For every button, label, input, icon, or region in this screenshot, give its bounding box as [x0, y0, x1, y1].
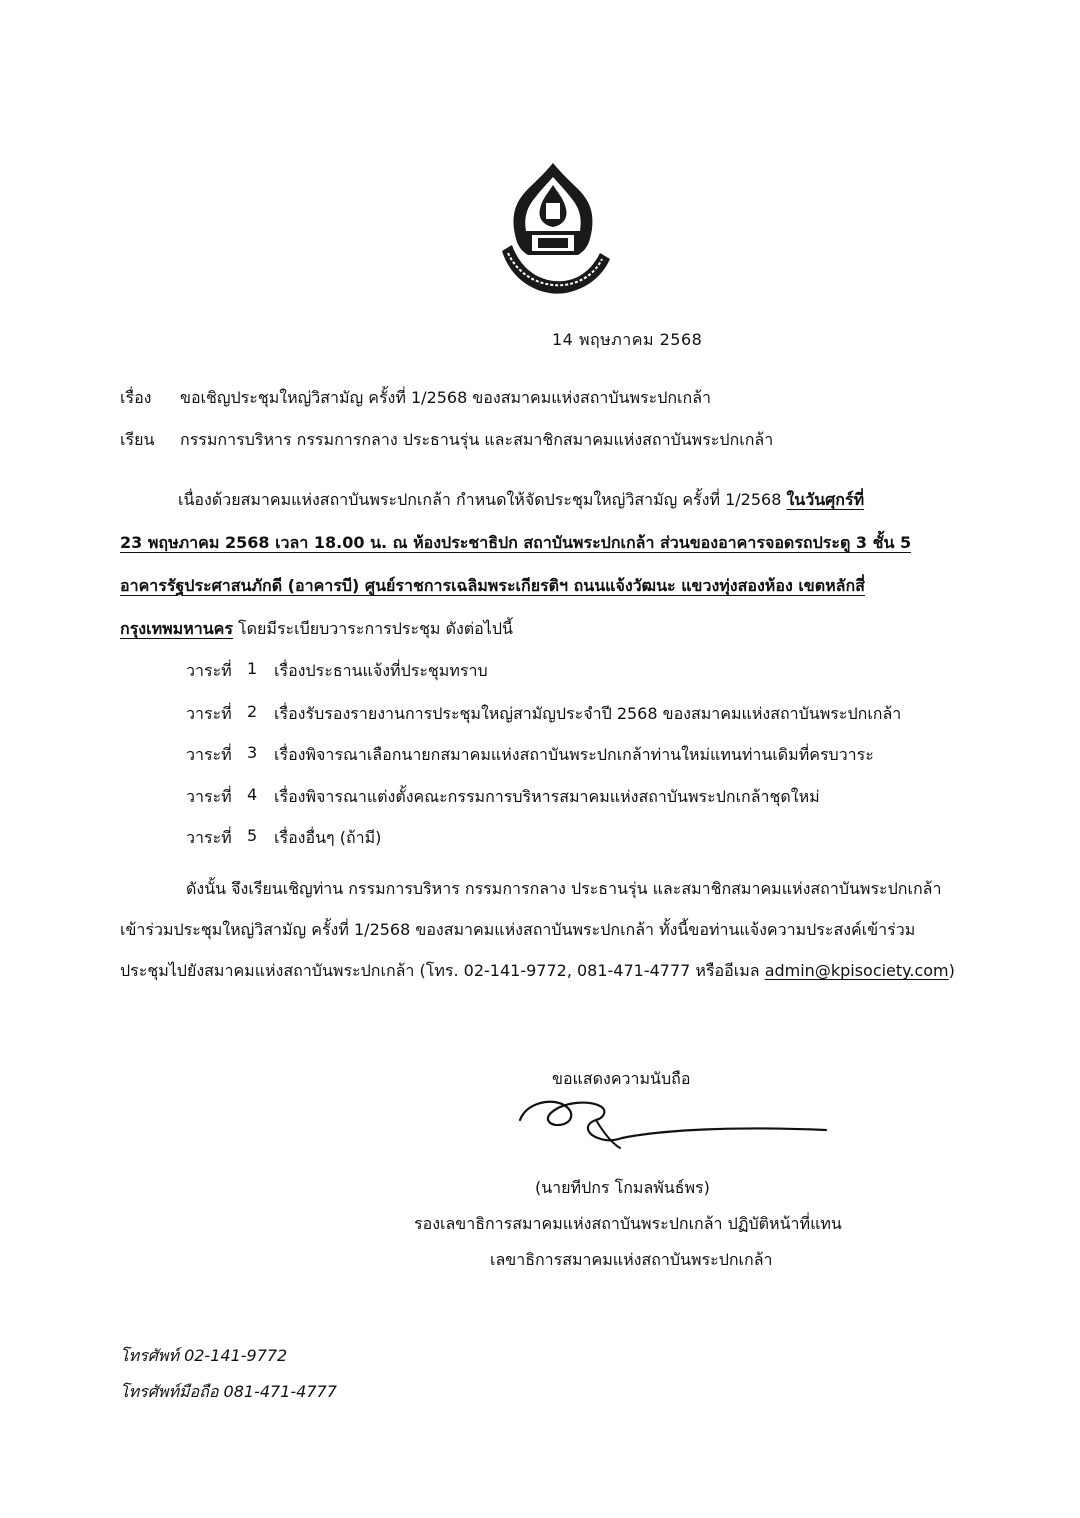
agenda-item-4-text: เรื่องพิจารณาแต่งตั้งคณะกรรมการบริหารสมาคมแห่งสถาบันพระปกเกล้าชุดใหม่: [274, 787, 820, 806]
agenda-item-4-number: 4: [247, 785, 258, 804]
body1-line3: อาคารรัฐประศาสนภักดี (อาคารบี) ศูนย์ราชการเฉลิมพระเกียรติฯ ถนนแจ้งวัฒนะ แขวงทุ่งสองห้อง เขตหลักสี่: [120, 576, 865, 595]
body1-line2: 23 พฤษภาคม 2568 เวลา 18.00 น. ณ ห้องประชาธิปก สถาบันพระปกเกล้า ส่วนของอาคารจอดรถประตู 3 ชั้น 5: [120, 533, 912, 552]
body1-line4-underlined: กรุงเทพมหานคร: [120, 619, 233, 638]
email-link[interactable]: admin@kpisociety.com: [764, 961, 949, 980]
kpi-society-emblem-icon: [488, 155, 618, 305]
agenda-item-1-label: วาระที่: [186, 661, 232, 680]
body1-line1: [178, 488, 864, 513]
signer-position-2: เลขาธิการสมาคมแห่งสถาบันพระปกเกล้า: [490, 1250, 773, 1269]
agenda-item-5-text: เรื่องอื่นๆ (ถ้ามี): [274, 828, 382, 847]
signer-position-1: รองเลขาธิการสมาคมแห่งสถาบันพระปกเกล้า ปฏิบัติหน้าที่แทน: [414, 1214, 842, 1233]
agenda-item-3-text: เรื่องพิจารณาเลือกนายกสมาคมแห่งสถาบันพระปกเกล้าท่านใหม่แทนท่านเดิมที่ครบวาระ: [274, 745, 874, 764]
agenda-item-3-label: วาระที่: [186, 745, 232, 764]
agenda-item-1-text: เรื่องประธานแจ้งที่ประชุมทราบ: [274, 661, 488, 680]
body2-line1: ดังนั้น จึงเรียนเชิญท่าน กรรมการบริหาร กรรมการกลาง ประธานรุ่น และสมาชิกสมาคมแห่งสถาบันพระปกเกล้า: [186, 879, 942, 898]
body1-line1-underlined: ในวันศุกร์ที่: [786, 490, 865, 509]
handwritten-signature: [512, 1090, 832, 1160]
recipient-text: กรรมการบริหาร กรรมการกลาง ประธานรุ่น และสมาชิกสมาคมแห่งสถาบันพระปกเกล้า: [180, 430, 774, 449]
agenda-item-3-number: 3: [247, 743, 258, 762]
body2-line3-end: ): [948, 961, 955, 980]
body2-line2: เข้าร่วมประชุมใหญ่วิสามัญ ครั้งที่ 1/2568 ของสมาคมแห่งสถาบันพระปกเกล้า ทั้งนี้ขอท่านแจ้งความประสงค์เข้าร่วม: [120, 920, 916, 939]
body1-line4: [120, 617, 513, 642]
subject-label: เรื่อง: [120, 388, 152, 407]
agenda-item-2-label: วาระที่: [186, 704, 232, 723]
closing-text: ขอแสดงความนับถือ: [552, 1069, 691, 1088]
agenda-item-5-number: 5: [247, 826, 258, 845]
recipient-label: เรียน: [120, 430, 155, 449]
body2-line3: [120, 959, 955, 984]
agenda-item-4-label: วาระที่: [186, 787, 232, 806]
contact-mobile: โทรศัพท์มือถือ 081-471-4777: [120, 1382, 337, 1401]
agenda-item-5-label: วาระที่: [186, 828, 232, 847]
agenda-item-2-text: เรื่องรับรองรายงานการประชุมใหญ่สามัญประจำปี 2568 ของสมาคมแห่งสถาบันพระปกเกล้า: [274, 704, 902, 723]
letter-date: 14 พฤษภาคม 2568: [552, 330, 703, 349]
agenda-item-2-number: 2: [247, 702, 258, 721]
subject-text: ขอเชิญประชุมใหญ่วิสามัญ ครั้งที่ 1/2568 ของสมาคมแห่งสถาบันพระปกเกล้า: [180, 388, 711, 407]
body2-line3-plain: ประชุมไปยังสมาคมแห่งสถาบันพระปกเกล้า (โทร. 02-141-9772, 081-471-4777 หรืออีเมล: [120, 961, 765, 980]
agenda-item-1-number: 1: [247, 659, 258, 678]
signer-name: (นายทีปกร โกมลพันธ์พร): [535, 1178, 710, 1197]
body1-line4-plain: โดยมีระเบียบวาระการประชุม ดังต่อไปนี้: [232, 619, 513, 638]
contact-phone: โทรศัพท์ 02-141-9772: [120, 1346, 288, 1365]
body1-line1-plain: เนื่องด้วยสมาคมแห่งสถาบันพระปกเกล้า กำหนดให้จัดประชุมใหญ่วิสามัญ ครั้งที่ 1/2568: [178, 490, 787, 509]
